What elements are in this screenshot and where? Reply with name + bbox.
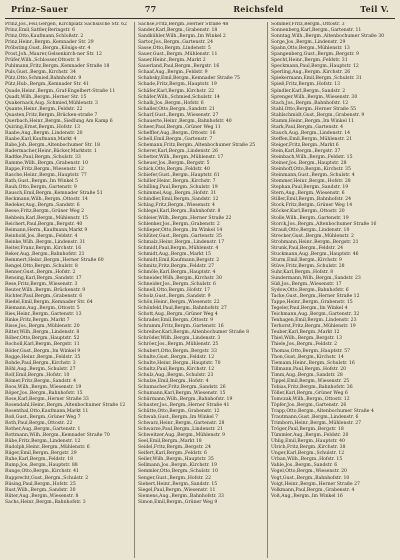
directory-entry: Stein,Karl,Bergm.,Bergstr. 37 (271, 148, 341, 154)
directory-entry: Sonntag,Wilh.,Bergm.,Altenbochumer Straße 30 (271, 34, 385, 40)
directory-entry: Thiele,Jos.,Bergm.,Feldstr. 2 (271, 342, 338, 348)
directory-entry: Tümmler,Aug.,Bergm.,Feldstr. 20 (271, 433, 349, 439)
directory-entry: Rüger,Emil,Bergm.,Bergstr. 29 (5, 451, 77, 457)
directory-entry: Rinke,Fritz,Bergm.,Markt 7 (5, 318, 70, 324)
directory-entry: Raabe,Aug.,Bergm.,Lindenstr. 20 (5, 130, 83, 136)
directory-entry: Reckmann,Wilh.,Bergm.,Ottostr. 14 (5, 197, 88, 203)
directory-entry: Steiger,Fritz,Bergm.,Markt 6 (271, 142, 339, 148)
directory-entry: Strauß,Otto,Bergm.,Lindenstr. 10 (271, 227, 350, 233)
directory-entry: Seiler,Wilh.,Bergm.,Hauptstr. 35 (138, 457, 214, 463)
directory-entry: Schönfeld,Paul,Bergm.,Bahnhofstr. 27 (138, 306, 227, 312)
directory-entry: Schaller,Otto,Bergm.,Sandstr. 21 (138, 106, 215, 112)
directory-entry: Schultz,Paul,Bergm.,Kirchstr. 12 (138, 366, 215, 372)
directory-entry: Siebert,Heinr.,Bergm.,Sandstr. 15 (138, 481, 218, 487)
directory-entry: Rübe,Fritz,Bergm.,Lindenstr. 12 (5, 439, 81, 445)
directory-entry: Schemann,Fritz,Bergm.,Altenbochumer Straße 25 (138, 142, 256, 148)
directory-entry: Rensing,Karl,Bergm.,Sandstr. 17 (5, 275, 82, 281)
directory-entry: Thon,Gust.,Bergm.,Kirchstr. 14 (271, 354, 344, 360)
directory-entry: Schalk,Jos.,Bergm.,Hofstr. 6 (138, 100, 204, 106)
directory-entry: Roß,Gust.,Bergm.,Grüner Weg 7 (5, 415, 81, 421)
directory-entry: Quasten,Fritz,Bergm.,Brücken-straße 7 (5, 112, 98, 118)
directory-entry: Schick,Otto,Bergm.,Feldstr. 40 (138, 167, 210, 173)
directory-entry: Stahl,Otto,Bergm.,Herner Straße 55 (271, 106, 357, 112)
directory-entry: Reker,Aug.,Bergm.,Bahnhofstr. 21 (5, 251, 85, 257)
page-number: 77 (144, 4, 157, 14)
directory-entry: Renner,Gust.,Bergm.,Hofstr. 2 (5, 269, 76, 275)
directory-entry: Tenhagen,Emil,Bergm.,Lindenstr. 23 (271, 318, 357, 324)
directory-entry: Rasche,Heinr.,Bergm.,Hauptstr. 77 (5, 173, 87, 179)
directory-entry: Schmitz,Fritz,Bergm.,Feldstr. 27 (138, 263, 215, 269)
directory-entry: Quade,Heinr.,Bergm.,Graf-Engelbert-Straße 11 (5, 88, 116, 94)
directory-entry: Schott,Aug.,Bergm.,Grüner Weg 4 (138, 312, 218, 318)
column-3 (267, 22, 395, 558)
directory-entry: Tobias,Fritz,Bergm.,Bahnhofstr. 36 (271, 384, 353, 390)
directory-entry: Tippel,Emil,Bergm.,Wiesenstr. 25 (271, 378, 350, 384)
directory-entry: Schäfer,Wilh.,Schmied,Schulstr. 14 (138, 94, 220, 100)
directory-entry: Pütz,Hub.,Bergm.,Kemnader Str. 41 (5, 82, 89, 88)
directory-entry: Riedel,Emil,Bergm.,Kemnader Str. 64 (5, 300, 93, 306)
directory-entry: Rohde,Paul,Bergm.,Kirchstr. 3 (5, 360, 76, 366)
directory-entry: Quante,Heinr.,Bergm.,Feldstr. 22 (5, 106, 83, 112)
directory-entry: Quiring,Ernst,Bergm.,Hofstr. 13 (5, 124, 81, 130)
directory-entry: Vogt,Gust.,Bergm.,Bahnhofstr. 10 (271, 475, 350, 481)
directory-entry: Schumacher,Fritz,Bergm.,Sandstr. 26 (138, 384, 226, 390)
directory-entry: Schneider,Jos.,Bergm.,Schulstr. 6 (138, 282, 216, 288)
directory-entry: Steinmann,Gust.,Bergm.,Schulstr. 4 (271, 173, 355, 179)
directory-entry: Stark,Paul,Bergm.,Gartenstr. 4 (271, 124, 344, 130)
directory-entry: Stern,Aug.,Bergm.,Wiesenstr. 6 (271, 191, 345, 197)
directory-entry: Rabe,Joh.,Bergm.,Altenbochumer Str. 18 (5, 142, 101, 148)
directory-entry: Stach,Jos.,Bergm.,Bahnhofstr. 12 (271, 100, 349, 106)
directory-entry: Risse,Jos.,Bergm.,Mühlenstr. 20 (5, 324, 80, 330)
directory-entry: Quadt,Wilh.,Bergm.,Herner Str. 15 (5, 94, 87, 100)
directory-entry: Uhlig,Emil,Bergm.,Hauptstr. 40 (271, 439, 345, 445)
directory-entry: Sturm,Emil,Bergm.,Kirchstr. 9 (271, 257, 342, 263)
directory-entry: Schmidt,Emil,Kaufmann,Bergstr. 2 (138, 257, 220, 263)
directory-entry: Rother,Aug.,Bergm.,Gartenstr. 1 (5, 427, 81, 433)
directory-entry: Schaaf,Aug.,Bergm.,Feldstr. 9 (138, 70, 208, 76)
column-2 (134, 22, 262, 558)
directory-entry: Schimmel,Aug.,Bergm.,Hofstr. 31 (138, 191, 217, 197)
directory-entry: Siemens,Aug.,Bergm.,Bahnhofstr. 33 (138, 493, 224, 499)
directory-entry: Röder,Gust.,Bergm.,Im Winkel 9 (5, 348, 81, 354)
directory-entry: Puhlmann,Fritz,Bergm.,Kemnader Straße 18 (5, 64, 110, 70)
directory-entry: Rappe,Fritz,Bergm.,Wiesenstr. 12 (5, 167, 84, 173)
directory-entry: Reuter,Wilh.,Bergm.,Brückenstr. 9 (5, 288, 86, 294)
directory-entry: Schnell,Otto,Bergm.,Hofstr. 17 (138, 288, 211, 294)
directory-entry: Specht,Heinr.,Bergm.,Feldstr. 31 (271, 58, 348, 64)
directory-entry: Rolf,Emil,Bergm.,Hofstr. 10 (5, 372, 70, 378)
directory-entry: Remmert,Heinr.,Bergm.,Herner Straße 60 (5, 257, 104, 263)
entry-columns (5, 22, 395, 558)
directory-entry: Quakernack,Aug.,Schmied,Mühlenstr. 3 (5, 100, 98, 106)
directory-entry: Teichmann,Aug.,Bergm.,Gartenstr. 32 (271, 312, 360, 318)
directory-entry: Schumann,Karl,Bergm.,Wiesenstr. 15 (138, 390, 226, 396)
directory-entry: Schwab,Gust.,Bergm.,Im Winkel 7 (138, 415, 219, 421)
directory-entry: Siegel,Paul,Bergm.,Wiesenstr. 11 (138, 487, 216, 493)
directory-entry: Tegeler,Paul,Bergm.,Im Winkel 4 (271, 306, 348, 312)
directory-entry: Vogel,Otto,Bergm.,Wiesenstr. 20 (271, 469, 347, 475)
directory-entry: Spangenberg,Gust.,Bergm.,Bergstr. 9 (271, 52, 359, 58)
directory-entry: Prüfer,Wilh.,Schlosser,Ottostr. 8 (5, 58, 80, 64)
directory-entry: Radermacher,Heinr.,Bäcker,Marktstr. 1 (5, 148, 97, 154)
directory-entry: Voigt,Heinr.,Bergm.,Herner Straße 27 (271, 481, 360, 487)
column-1 (5, 22, 129, 558)
directory-entry: Reese,Fritz,Bergm.,Grüner Weg 2 (5, 209, 85, 215)
directory-entry: Sundermann,Wilh.,Bergm.,Sandstr. 23 (271, 275, 361, 281)
directory-entry: Prinz,Heinr.,Bergm.,Kemnader Str. 29 (5, 40, 94, 46)
directory-entry: Sauer,Gust.,Bergm.,Mühlenstr. 11 (138, 52, 218, 58)
directory-entry: Querbach,Heinr.,Bergm.,Siedlung Am Kamp 6 (5, 118, 113, 124)
directory-entry: Rose,Karl,Bergm.,Herner Straße 33 (5, 396, 89, 402)
directory-entry: Schwarze,Paul,Bergm.,Lindenstr. 21 (138, 427, 223, 433)
directory-entry: Stolle,Wilh.,Bergm.,Gartenstr. 19 (271, 215, 349, 221)
directory-entry: Süß,Jos.,Bergm.,Wiesenstr. 17 (271, 282, 342, 288)
directory-entry: Teuber,Karl,Bergm.,Markt 12 (271, 330, 340, 336)
header-section: Teil V. (360, 4, 389, 14)
directory-entry: Schweitzer,Aug.,Bergm.,Mühlenstr. 9 (138, 433, 226, 439)
directory-entry: Volkmann,Paul,Bergm.,Grabenstr. 4 (271, 487, 355, 493)
directory-entry: Thomas,Otto,Bergm.,Hauptstr. 57 (271, 348, 351, 354)
directory-entry: Rengel,Otto,Bergm.,Schulstr. 8 (5, 263, 78, 269)
directory-entry: Töpfer,Jos.,Bergm.,Gartenstr. 26 (271, 402, 347, 408)
directory-entry: Unger,Karl,Bergm.,Schulstr. 12 (271, 451, 345, 457)
directory-entry: Schilling,Paul,Bergm.,Schulstr. 19 (138, 185, 218, 191)
directory-entry: Schulze,Emil,Bergm.,Hofstr. 4 (138, 378, 209, 384)
directory-entry: Reimann,Herm.,Kaufmann,Markt 9 (5, 227, 88, 233)
directory-entry: Röper,Jos.,Bergm.,Bahnhofstr. 15 (5, 390, 83, 396)
directory-entry: Seifert,Karl,Bergm.,Feldstr. 6 (138, 451, 207, 457)
directory-entry: Rump,Jos.,Bergm.,Hauptstr. 88 (5, 463, 78, 469)
directory-entry: Prinz,Otto,Kaufmann,Schloßstr. 2 (5, 34, 84, 40)
directory-entry: Timm,Aug.,Bergm.,Sandstr. 28 (271, 372, 343, 378)
directory-entry: Prinz,Jos.,Feil,Gergen, Kirchplatz Sächsische Str. 62 (5, 22, 127, 27)
directory-entry: Tacke,Gust.,Bergm.,Herner Straße 12 (271, 294, 360, 300)
directory-entry: Pröbsting,Gust.,Bergm.,Königs-str. 4 (5, 46, 91, 52)
directory-entry: Roth,Paul,Bergm.,Ottostr. 22 (5, 421, 73, 427)
directory-entry: Pütz,Otto,Schmied,Bahnhofstr. 9 (5, 76, 82, 82)
directory-entry: Spindler,Karl,Bergm.,Sandstr. 2 (271, 88, 346, 94)
directory-entry: Redeker,Aug.,Bergm.,Sandstr. 6 (5, 203, 80, 209)
directory-entry: Schröer,Jos.,Bergm.,Mühlenstr. 25 (138, 342, 219, 348)
directory-entry: Schlüter,Gust.,Bergm.,Gartenstr. 35 (138, 233, 222, 239)
directory-entry: Scholz,Gust.,Bergm.,Sandstr. 9 (138, 294, 211, 300)
directory-entry: Sander,Karl,Bergm.,Grabenstr. 18 (138, 28, 218, 34)
directory-entry: Roos,Wilh.,Bergm.,Wiesenstr. 19 (5, 384, 82, 390)
directory-entry: Steiner,Jos.,Bergm.,Hauptstr. 28 (271, 161, 347, 167)
directory-entry: Ruhe,Karl,Bergm.,Feldstr. 18 (5, 457, 74, 463)
directory-entry: Raabe,Karl,Kaufmann,Markt 4 (5, 136, 77, 142)
directory-entry: Sartor,Jos.,Bergm.,Gartenstr. 24 (138, 40, 214, 46)
directory-entry: Radtke,Paul,Bergm.,Schulstr. 33 (5, 155, 81, 161)
directory-entry: Rath,Gust.,Bergm.,Im Winkel 5 (5, 179, 78, 185)
directory-entry: Schell,Emil,Bergm.,Gartenstr. 7 (138, 136, 213, 142)
directory-entry: Stamm,Heinr.,Bergm.,Im Winkel 11 (271, 118, 355, 124)
directory-entry: Seidel,Fritz,Bergm.,Bergstr. 24 (138, 445, 211, 451)
directory-entry: Scheuer,Jos.,Bergm.,Bergstr. 5 (138, 161, 210, 167)
directory-entry: Schneider,Wilh.,Bergm.,Kirchstr. 30 (138, 275, 222, 281)
directory-entry: Sauerland,Paul,Bergm.,Bergstr. 16 (138, 64, 220, 70)
directory-entry: Steffen,Emil,Bergm.,Mühlenstr. 21 (271, 136, 353, 142)
directory-entry: Schmidt,Aug.,Bergm.,Markt 15 (138, 251, 211, 257)
directory-entry: Simon,Emil,Bergm.,Grüner Weg 9 (138, 499, 218, 505)
directory-entry: Steinhoff,Otto,Bergm.,Kirchstr. 35 (271, 167, 351, 173)
directory-entry: Schröder,Wilh.,Bergm.,Lindenstr. 3 (138, 336, 221, 342)
directory-entry: Schiefer,Gust.,Bergm.,Hauptstr. 61 (138, 173, 220, 179)
directory-entry: Stiller,Emil,Bergm.,Bahnhofstr. 24 (271, 197, 352, 203)
directory-entry: Schmalz,Heinr.,Bergm.,Lindenstr. 17 (138, 239, 225, 245)
directory-entry: Sydow,Otto,Bergm.,Bahnhofstr. 6 (271, 288, 349, 294)
directory-entry: Prinz,Emil,Sattler,Beringstr. 6 (5, 28, 76, 34)
directory-entry: Rottmann,Wilh.,Bergm.,Kemnader Straße 70 (5, 433, 110, 439)
directory-entry: Rosenthal,Otto,Kaufmann,Markt 11 (5, 409, 89, 414)
directory-entry: Stahlschmidt,Gust.,Bergm.,Grabenstr. 9 (271, 112, 365, 118)
directory-entry: Röhl,Aug.,Bergm.,Schulstr. 27 (5, 366, 76, 372)
directory-entry: Rüsing,Paul,Bergm.,Hofstr. 25 (5, 481, 76, 487)
header-rule (5, 18, 395, 19)
directory-entry: Seel,Emil,Bergm.,Markt 18 (138, 439, 202, 445)
directory-entry: Röber,Otto,Bergm.,Hauptstr. 52 (5, 336, 80, 342)
directory-entry: Scheffler,Aug.,Bergm.,Ottostr. 16 (138, 130, 216, 136)
directory-entry: Schleier,Wilh.,Bergm.,Herner Straße 22 (138, 215, 232, 221)
directory-entry: Stephan,Paul,Bergm.,Sandstr. 19 (271, 185, 349, 191)
directory-entry: Stüve,Fritz,Bergm.,Schulstr. 28 (271, 263, 345, 269)
directory-entry: Reichert,Paul,Bergm.,Bergstr. 40 (5, 221, 83, 227)
directory-entry: Spieß,Fritz,Bergm.,Hofstr. 13 (271, 82, 341, 88)
directory-entry: Rüter,Aug.,Bergm.,Wiesenstr. 8 (5, 493, 79, 499)
directory-entry: Spiekermann,Emil,Bergm.,Schulstr. 31 (271, 76, 362, 82)
directory-entry: Spahn,Otto,Bergm.,Mühlenstr. 13 (271, 46, 350, 52)
directory-entry: Schlegel,Karl,Bergm.,Bahnhofstr. 8 (138, 209, 221, 215)
directory-entry: Puls,Gust.,Bergm.,Kirchstr. 34 (5, 70, 76, 76)
directory-entry: Sachs,Heinr.,Bergm.,Bahnhofstr. 3 (5, 499, 86, 505)
page-header (5, 4, 395, 17)
directory-entry: Strunk,Paul,Bergm.,Feldstr. 24 (271, 245, 344, 251)
directory-entry: Schlieper,Otto,Bergm.,Im Winkel 14 (138, 227, 223, 233)
directory-entry: Schlag,Fritz,Bergm.,Wiesenstr. 4 (138, 203, 215, 209)
directory-entry: Ritter,Wilh.,Bergm.,Lindenstr. 8 (5, 330, 80, 336)
directory-entry: Schiller,Heinr.,Bergm.,Kirchstr. 7 (138, 179, 216, 185)
directory-entry: Rocholl,Karl,Bergm.,Bergstr. 11 (5, 342, 80, 348)
directory-entry: Reinke,Wilh.,Bergm.,Lindenstr. 31 (5, 239, 86, 245)
directory-entry: Rupprecht,Gust.,Bergm.,Schulstr. 2 (5, 475, 89, 481)
directory-entry: Strecker,Gust.,Bergm.,Mühlenstr. 2 (271, 233, 354, 239)
directory-entry: Steinbach,Wilh.,Bergm.,Feldstr. 15 (271, 155, 353, 161)
directory-entry: Strohmann,Heinr.,Bergm.,Bergstr. 21 (271, 239, 359, 245)
directory-entry: Stauch,Aug.,Bergm.,Lindenstr. 14 (271, 130, 351, 136)
directory-entry: Schade,Fritz,Bergm.,Hauptstr. 19 (138, 82, 217, 88)
directory-entry: Schürmann,Wilh.,Bergm.,Bahnhofstr. 19 (138, 396, 233, 402)
directory-entry: Urban,Wilh.,Bergm.,Hofstr. 15 (271, 457, 343, 463)
directory-entry: Tröger,Paul,Bergm.,Bergstr. 18 (271, 427, 344, 433)
directory-entry: Rese,Fritz,Bergm.,Wiesenstr. 3 (5, 282, 78, 288)
directory-entry: Riemann,Aug.,Bergm.,Ottostr. 5 (5, 306, 80, 312)
directory-entry: Schmöle,Karl,Bergm.,Hauptstr. 4 (138, 269, 216, 275)
directory-entry: Trimborn,Heinr.,Bergm.,Mühlenstr. 27 (271, 421, 362, 427)
directory-entry: Richter,Paul,Bergm.,Grabenstr. 6 (5, 294, 83, 300)
directory-entry: Schuster,Jos.,Bergm.,Herner Straße 41 (138, 402, 230, 408)
directory-entry: Rehbein,Karl,Bergm.,Mühlenstr. 15 (5, 215, 88, 221)
directory-entry: Sandkühler,Wilh.,Bergm.,Im Winkel 2 (138, 34, 226, 40)
directory-entry: Schwarz,Heinr.,Bergm.,Gartenstr. 28 (138, 421, 225, 427)
header-town: Reichsfeld (233, 4, 284, 14)
directory-entry: Schulte,Gust.,Bergm.,Feldstr. 12 (138, 354, 215, 360)
directory-entry: Prost,Joh.,Maurer,Gelsenkirch-ner Str. 12 (5, 52, 102, 58)
directory-entry: Speckmann,Paul,Bergm.,Hauptstr. 12 (271, 64, 359, 70)
directory-entry: Schreiber,Karl,Bergm.,Altenbochumer Straße 8 (138, 330, 250, 336)
directory-entry: Scherer,Karl,Bergm.,Lindenstr. 26 (138, 148, 219, 154)
directory-entry: Scharf,Gust.,Bergm.,Wiesenstr. 27 (138, 112, 219, 118)
directory-entry: Schön,Heinr.,Bergm.,Wiesenstr. 22 (138, 300, 220, 306)
directory-entry: Schubert,Otto,Bergm.,Bergstr. 33 (138, 348, 217, 354)
directory-entry: Stock,Fritz,Bergm.,Grüner Weg 14 (271, 203, 353, 209)
directory-entry: Stemmer,Heinr.,Bergm.,Hofstr. 28 (271, 179, 351, 185)
directory-entry: Trapp,Otto,Bergm.,Altenbochumer Straße 4 (271, 409, 374, 414)
directory-entry: Römer,Fritz,Bergm.,Sandstr. 4 (5, 378, 77, 384)
directory-entry: Runge,Otto,Bergm.,Kirchstr. 41 (5, 469, 79, 475)
directory-entry: Voß,Aug.,Bergm.,Im Winkel 16 (271, 493, 343, 499)
directory-entry: Sauer,Heinr.,Bergm.,Markt 2 (138, 58, 206, 64)
directory-entry: Schetter,Wilh.,Bergm.,Mühlenstr. 17 (138, 155, 224, 161)
directory-entry: Stuckmann,Aug.,Bergm.,Hauptstr. 46 (271, 251, 359, 257)
directory-entry: Vahle,Jos.,Bergm.,Sandstr. 6 (271, 463, 338, 469)
directory-entry: Tappe,Heinr.,Bergm.,Grabenstr. 15 (271, 300, 353, 306)
directory-entry: Sprenger,Wilh.,Bergm.,Wiesenstr. 30 (271, 94, 358, 100)
directory-entry: Thiel,Wilh.,Bergm.,Bergstr. 13 (271, 336, 342, 342)
directory-entry: Sasse,Otto,Bergm.,Lindenstr. 5 (138, 46, 211, 52)
directory-entry: Schauerte,Heinr.,Bergm.,Bahnhofstr. 40 (138, 118, 232, 124)
directory-entry: Schütte,Otto,Bergm.,Grabenstr. 12 (138, 409, 220, 414)
directory-entry: Reinhold,Jos.,Bergm.,Feldstr. 4 (5, 233, 78, 239)
directory-entry: Schabsky,Emil,Bergm.,Kemnader Straße 75 (138, 76, 240, 82)
directory-entry: Rosendahl,Heinr.,Bergm.,Altenbochumer Straße 12 (5, 402, 126, 408)
directory-entry: Tillmann,Paul,Bergm.,Hofstr. 20 (271, 366, 347, 372)
directory-entry: Schramm,Fritz,Bergm.,Gartenstr. 16 (138, 324, 224, 330)
header-range: Prinz–Sauer (11, 4, 69, 14)
directory-entry: Rudolph,Heinr.,Bergm.,Mühlenstr. 6 (5, 445, 90, 451)
directory-entry: Schmidt,Paul,Bergm.,Mühlenstr. 4 (138, 245, 219, 251)
directory-entry: Sperling,Aug.,Bergm.,Kirchstr. 26 (271, 70, 351, 76)
directory-entry: Sellmann,Jos.,Bergm.,Kirchstr. 19 (138, 463, 217, 469)
directory-entry: Schulte,Heinr.,Bergm.,Hauptstr. 70 (138, 360, 221, 366)
directory-entry: Schulz,Aug.,Bergm.,Schulstr. 23 (138, 372, 214, 378)
directory-entry: Sachse,Fritz,Bergm.,Herner Straße 48 (138, 22, 229, 27)
directory-entry: Töller,Karl,Bergm.,Grüner Weg 6 (271, 390, 348, 396)
directory-entry: Tiemann,Heinr.,Bergm.,Schulstr. 16 (271, 360, 355, 366)
directory-entry: Rust,Wilh.,Bergm.,Sandstr. 30 (5, 487, 76, 493)
directory-entry: Rauh,Otto,Bergm.,Gartenstr. 9 (5, 185, 77, 191)
directory-entry: Stöcker,Karl,Bergm.,Ottostr. 20 (271, 209, 345, 215)
directory-entry: Tomczak,Wilh.,Bergm.,Ottostr. 12 (271, 396, 350, 402)
directory-entry: Sorge,Jos.,Bergm.,Lindenstr. 29 (271, 40, 346, 46)
directory-entry: Sommer,Fritz,Bergm.,Ottostr. 3 (271, 22, 345, 27)
directory-entry: Senger,Gust.,Bergm.,Hofstr. 22 (138, 475, 212, 481)
directory-entry: Schindler,Emil,Bergm.,Sandstr. 12 (138, 197, 219, 203)
directory-entry: Schrader,Emil,Bergm.,Ottostr. 9 (138, 318, 213, 324)
directory-entry: Ulrich,Fritz,Bergm.,Kirchstr. 38 (271, 445, 346, 451)
directory-entry: Scheer,Paul,Bergm.,Grüner Weg 11 (138, 124, 221, 130)
directory-entry: Ries,Heinr.,Bergm.,Gartenstr. 13 (5, 312, 82, 318)
directory-entry: Storck,Jos.,Bergm.,Altenbochumer Straße 16 (271, 221, 377, 227)
directory-entry: Sonnenberg,Karl,Bergm.,Gartenstr. 11 (271, 28, 362, 34)
directory-entry: Trautmann,Gust.,Bergm.,Lindenstr. 6 (271, 415, 359, 421)
directory-entry: Semmler,Otto,Bergm.,Schulstr. 10 (138, 469, 218, 475)
directory-entry: Schäfer,Karl,Bergm.,Kirchstr. 22 (138, 88, 215, 94)
directory-entry: Reiter,Franz,Bergm.,Kirchstr. 16 (5, 245, 82, 251)
directory-entry: Rogge,Heinr.,Bergm.,Feldstr. 35 (5, 354, 81, 360)
directory-entry: Rausch,Emil,Bergm.,Kemnader Straße 51 (5, 191, 103, 197)
directory-entry: Ramme,Wilh.,Bergm.,Grabenstr. 10 (5, 161, 89, 167)
directory-entry: Terhorst,Fritz,Bergm.,Mühlenstr. 19 (271, 324, 356, 330)
directory-entry: Schlenker,Jos.,Bergm.,Grabenstr. 2 (138, 221, 220, 227)
directory-entry: Suhr,Karl,Bergm.,Hofstr. 8 (271, 269, 334, 275)
